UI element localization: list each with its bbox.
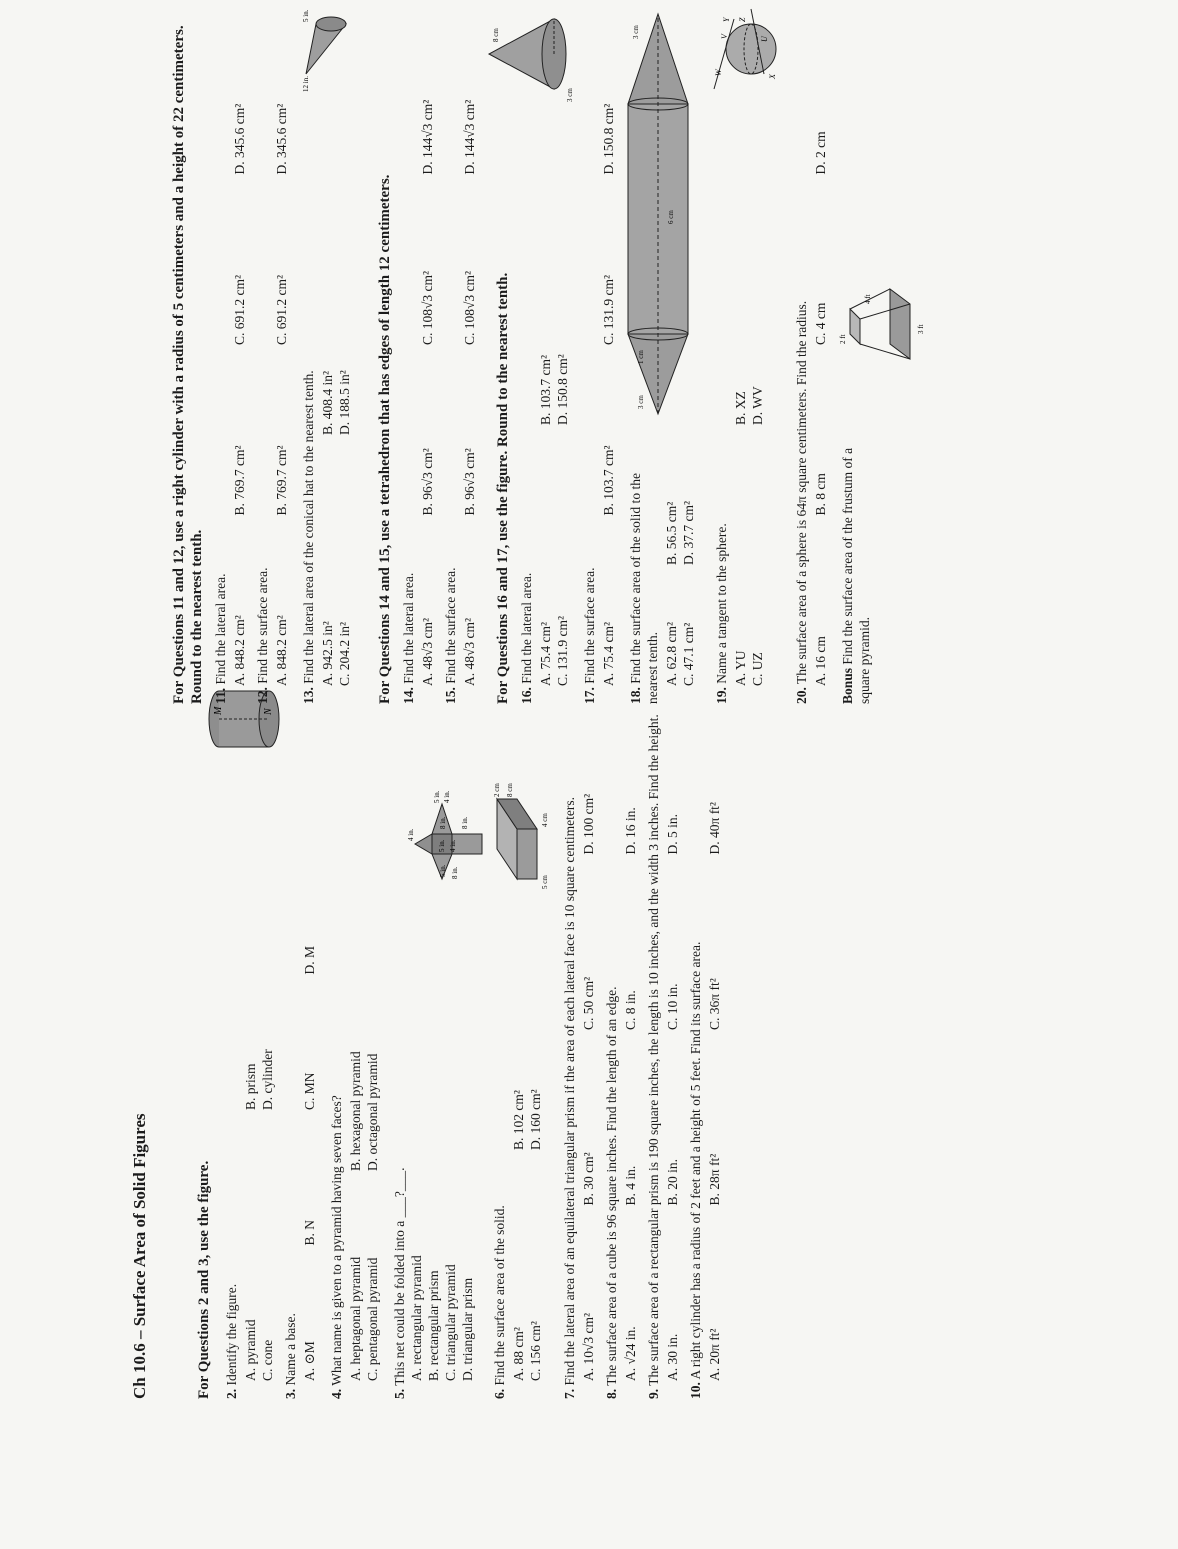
section-heading: For Questions 11 and 12, use a right cylinder with a radius of 5 centimeters and a height of 22 centimeters. Round to the nearest tenth.	[171, 25, 205, 704]
svg-text:5 in.: 5 in.	[302, 9, 310, 22]
svg-text:X: X	[768, 74, 777, 79]
bonus-question: Bonus Find the surface area of the frustum of a square pyramid.	[840, 447, 872, 704]
choice-c: C. pentagonal pyramid	[365, 1257, 380, 1381]
choice-c: C. 131.9 cm²	[555, 615, 570, 686]
right-column	[160, 4, 925, 704]
choice-a: A. YU	[733, 650, 748, 686]
choice-a: A. 942.5 in²	[320, 621, 335, 686]
svg-text:8 cm: 8 cm	[506, 783, 514, 797]
question-3: 3. Name a base. A. ⊙M B. N C. MN D. M	[282, 839, 318, 1399]
choice-d: D. M	[302, 945, 317, 975]
frustum-figure	[835, 274, 925, 374]
question-15: 15. Find the surface area. A. 48√3 cm² B. 96√3 cm² C. 108√3 cm² D. 144√3 cm²	[442, 4, 478, 704]
section-heading: For Questions 2 and 3, use the figure.	[196, 1160, 212, 1399]
svg-text:8 in.: 8 in.	[451, 866, 459, 879]
choice-a: A. 48√3 cm²	[420, 617, 435, 686]
choice-c: C. 204.2 in²	[337, 621, 352, 686]
choice-c: C. 10 in.	[665, 983, 680, 1030]
section-heading: For Questions 16 and 17, use the figure. Round to the nearest tenth.	[495, 272, 511, 704]
choice-d: D. octagonal pyramid	[365, 1053, 380, 1171]
choice-a: A. rectangular pyramid	[409, 1255, 424, 1381]
choice-b: B. 28π ft²	[707, 1153, 722, 1206]
svg-text:3 cm: 3 cm	[632, 25, 640, 39]
question-14: 14. Find the lateral area. A. 48√3 cm² B. 96√3 cm² C. 108√3 cm² D. 144√3 cm²	[400, 4, 436, 704]
svg-text:12 in.: 12 in.	[302, 76, 310, 92]
question-19: 19. Name a tangent to the sphere. A. YU B. XZ C. UZ D. WV	[709, 164, 772, 704]
choice-b: B. 408.4 in²	[320, 370, 335, 435]
choice-a: A. √24 in.	[623, 1326, 638, 1381]
choice-c: C. 156 cm²	[528, 1321, 543, 1381]
choice-b: B. 96√3 cm²	[420, 448, 435, 516]
choice-a: A. heptagonal pyramid	[348, 1256, 363, 1381]
question-7: 7. Find the lateral area of an equilateral triangular prism if the area of each lateral face is 10 square centimeters. A. 10√3 cm² B. 30 cm² C. 50 cm² D. 100 cm²	[561, 679, 597, 1399]
choice-b: B. 56.5 cm²	[664, 501, 679, 565]
question-17: 17. Find the surface area. A. 75.4 cm² B. 103.7 cm² C. 131.9 cm² D. 150.8 cm²	[581, 4, 617, 704]
choice-d: D. 345.6 cm²	[274, 103, 289, 175]
choice-a: A. 10√3 cm²	[581, 1312, 596, 1381]
choice-b: B. prism	[243, 1063, 258, 1110]
net-figure	[387, 769, 487, 899]
question-9: 9. The surface area of a rectangular prism is 190 square inches, the length is 10 inches, and the width 3 inches. Find the height. A. 30 in. B. 20 in. C. 10 in. D. 5 in.	[645, 679, 681, 1399]
choice-a: A. pyramid	[243, 1319, 258, 1381]
choice-c: C. 691.2 cm²	[274, 274, 289, 345]
conical-hat-figure	[296, 4, 366, 94]
question-20: 20. The surface area of a sphere is 64π square centimeters. Find the radius. A. 16 cm B. 8 cm C. 4 cm D. 2 cm	[793, 4, 829, 704]
choice-c: C. cone	[260, 1339, 275, 1381]
svg-text:6 cm: 6 cm	[667, 210, 675, 224]
svg-text:8 in.: 8 in.	[439, 816, 447, 829]
choice-c: C. UZ	[750, 652, 765, 686]
svg-text:1 cm: 1 cm	[637, 350, 645, 364]
svg-text:3 ft: 3 ft	[917, 324, 925, 334]
choice-d: D. WV	[750, 386, 765, 425]
question-8: 8. The surface area of a cube is 96 square inches. Find the length of an edge. A. √24 in. B. 4 in. C. 8 in. D. 16 in.	[603, 679, 639, 1399]
choice-b: B. 769.7 cm²	[274, 445, 289, 516]
svg-text:4 in.: 4 in.	[407, 828, 415, 841]
svg-text:2 cm: 2 cm	[493, 783, 501, 797]
svg-text:4 in.: 4 in.	[449, 839, 457, 852]
question-11: 11. Find the lateral area. A. 848.2 cm² B. 769.7 cm² C. 691.2 cm² D. 345.6 cm²	[212, 4, 248, 704]
svg-text:3 cm: 3 cm	[637, 395, 645, 409]
choice-d: D. cylinder	[260, 1049, 275, 1110]
choice-b: B. 8 cm	[813, 473, 828, 516]
svg-text:8 in.: 8 in.	[461, 816, 469, 829]
question-12: 12. Find the surface area. A. 848.2 cm² B. 769.7 cm² C. 691.2 cm² D. 345.6 cm²	[254, 4, 290, 704]
svg-text:4 in.: 4 in.	[443, 790, 451, 803]
choice-d: D. 16 in.	[623, 807, 638, 855]
choice-c: C. MN	[302, 1072, 317, 1110]
section-heading: For Questions 14 and 15, use a tetrahedron that has edges of length 12 centimeters.	[377, 174, 393, 704]
choice-d: D. 150.8 cm²	[555, 354, 570, 425]
choice-c: C. 50 cm²	[581, 976, 596, 1030]
cylinder-cones-figure	[623, 4, 693, 424]
choice-d: D. 345.6 cm²	[232, 103, 247, 175]
svg-text:3 cm: 3 cm	[566, 88, 574, 102]
question-10: 10. A right cylinder has a radius of 2 feet and a height of 5 feet. Find its surface area. A. 20π ft² B. 28π ft² C. 36π ft² D. 40π ft²	[687, 679, 723, 1399]
question-16: 16. Find the lateral area. A. 75.4 cm² B. 103.7 cm² C. 131.9 cm² D. 150.8 cm²	[518, 164, 571, 704]
choice-c: C. 4 cm	[813, 302, 828, 345]
svg-text:2 ft: 2 ft	[839, 334, 847, 344]
choice-d: D. triangular prism	[460, 1277, 475, 1381]
choice-b: B. rectangular prism	[426, 1270, 441, 1381]
svg-text:M: M	[213, 706, 224, 715]
choice-d: D. 188.5 in²	[337, 370, 352, 435]
choice-a: A. ⊙M	[302, 1341, 317, 1381]
choice-c: C. 131.9 cm²	[601, 274, 616, 345]
choice-d: D. 150.8 cm²	[601, 103, 616, 175]
choice-c: C. 108√3 cm²	[462, 270, 477, 345]
sphere-figure	[709, 4, 789, 94]
choice-d: D. 37.7 cm²	[681, 500, 696, 565]
choice-d: D. 144√3 cm²	[420, 99, 435, 175]
choice-b: B. XZ	[733, 391, 748, 425]
svg-text:Z: Z	[738, 17, 747, 22]
choice-a: A. 75.4 cm²	[538, 621, 553, 686]
choice-c: C. 8 in.	[623, 990, 638, 1030]
question-6: 6. Find the surface area of the solid. A. 88 cm² B. 102 cm² C. 156 cm² D. 160 cm²	[487, 919, 550, 1399]
svg-text:5 in.: 5 in.	[438, 839, 446, 852]
svg-text:5 in.: 5 in.	[439, 864, 447, 877]
choice-b: B. hexagonal pyramid	[348, 1051, 363, 1171]
choice-b: B. 769.7 cm²	[232, 445, 247, 516]
choice-a: A. 75.4 cm²	[601, 621, 616, 686]
cone-figure	[484, 4, 574, 104]
choice-c: C. 691.2 cm²	[232, 274, 247, 345]
choice-b: B. 4 in.	[623, 1165, 638, 1206]
question-13: 13. Find the lateral area of the conical hat to the nearest tenth. A. 942.5 in² B. 408.4 in² C. 204.2 in² D. 188.5 in²	[296, 184, 359, 704]
page-title: Ch 10.6 – Surface Area of Solid Figures	[130, 1113, 149, 1399]
question-2: 2. Identify the figure. A. pyramid B. prism C. cone D. cylinder	[223, 839, 276, 1399]
choice-d: D. 5 in.	[665, 814, 680, 855]
choice-b: B. 103.7 cm²	[538, 354, 553, 425]
question-18: 18. Find the surface area of the solid to the nearest tenth. A. 62.8 cm² B. 56.5 cm² C. 47.1 cm² D. 37.7 cm²	[623, 444, 703, 704]
prism-figure	[487, 759, 557, 889]
choice-d: D. 144√3 cm²	[462, 99, 477, 175]
choice-d: D. 40π ft²	[707, 802, 722, 855]
choice-b: B. 102 cm²	[511, 1090, 526, 1150]
svg-text:5 in.: 5 in.	[433, 790, 441, 803]
choice-c: C. 108√3 cm²	[420, 270, 435, 345]
svg-text:8 cm: 8 cm	[492, 28, 500, 42]
choice-a: A. 20π ft²	[707, 1328, 722, 1381]
choice-b: B. 20 in.	[665, 1158, 680, 1206]
choice-c: C. 47.1 cm²	[681, 622, 696, 686]
choice-a: A. 30 in.	[665, 1333, 680, 1381]
svg-text:N: N	[263, 708, 274, 715]
choice-d: D. 2 cm	[813, 131, 828, 175]
choice-a: A. 48√3 cm²	[462, 617, 477, 686]
choice-a: A. 16 cm	[813, 636, 828, 686]
question-4: 4. What name is given to a pyramid having seven faces? A. heptagonal pyramid B. hexagonal pyramid C. pentagonal pyramid D. octagonal pyramid	[328, 679, 381, 1399]
choice-a: A. 848.2 cm²	[232, 615, 247, 686]
choice-a: A. 88 cm²	[511, 1327, 526, 1381]
choice-c: C. triangular pyramid	[443, 1264, 458, 1381]
svg-text:V: V	[720, 34, 729, 39]
choice-a: A. 62.8 cm²	[664, 621, 679, 686]
choice-d: D. 100 cm²	[581, 793, 596, 855]
choice-b: B. 96√3 cm²	[462, 448, 477, 516]
question-5: 5. This net could be folded into a ___?___. A. rectangular pyramid B. rectangular prism C. triangular pyramid D. triangular prism	[392, 1167, 475, 1399]
svg-text:4 cm: 4 cm	[541, 813, 549, 827]
svg-text:W: W	[714, 69, 723, 76]
choice-b: B. 103.7 cm²	[601, 445, 616, 516]
choice-a: A. 848.2 cm²	[274, 615, 289, 686]
choice-c: C. 36π ft²	[707, 978, 722, 1030]
svg-text:5 cm: 5 cm	[541, 875, 549, 889]
svg-text:Y: Y	[722, 17, 731, 22]
choice-b: B. N	[302, 1219, 317, 1246]
choice-b: B. 30 cm²	[581, 1152, 596, 1206]
left-column	[130, 679, 729, 1399]
svg-text:U: U	[760, 36, 769, 42]
svg-text:4 ft: 4 ft	[864, 294, 872, 304]
choice-d: D. 160 cm²	[528, 1089, 543, 1150]
